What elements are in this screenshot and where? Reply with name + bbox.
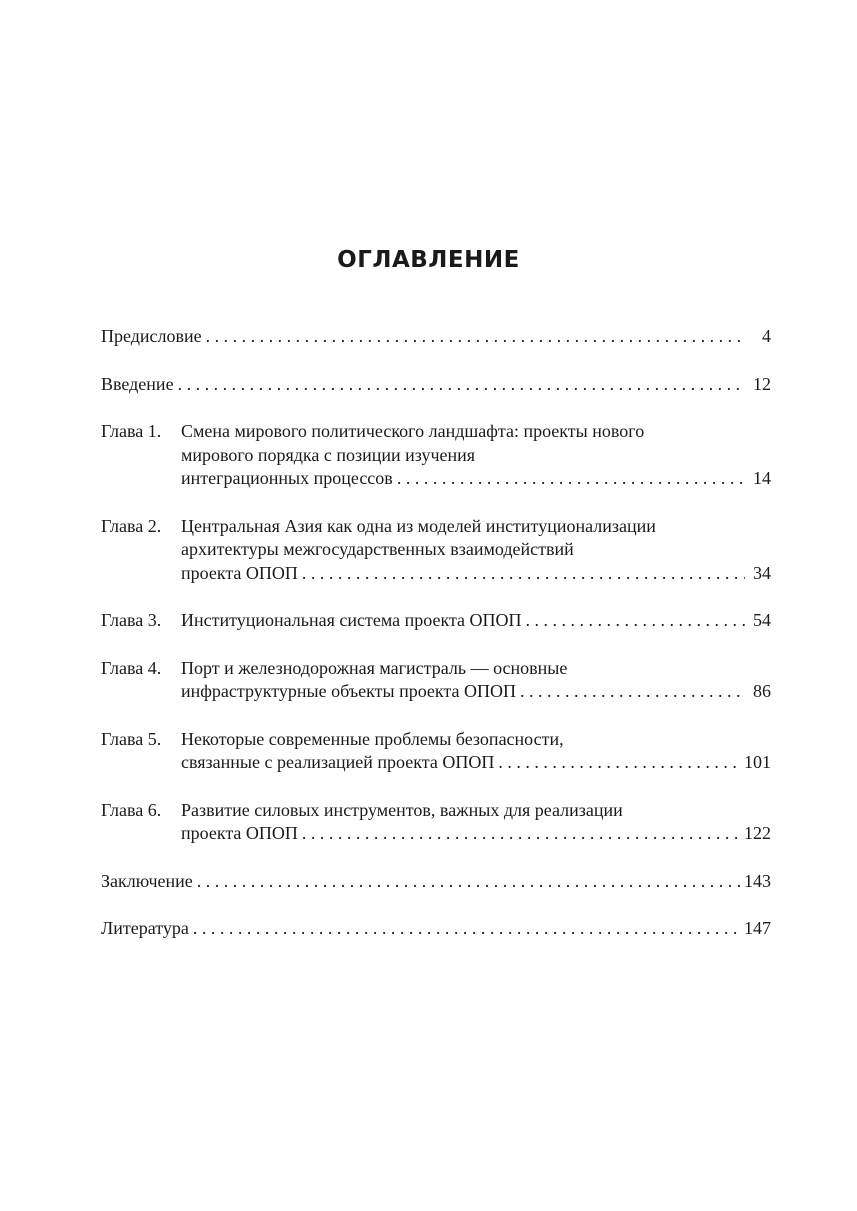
toc-entry-chapter-3[interactable] [101, 609, 771, 633]
toc-entry-title: проекта ОПОП [181, 823, 298, 843]
dot-leader [526, 609, 745, 633]
toc-entry-line: Развитие силовых инструментов, важных для реализации [181, 799, 623, 820]
toc-entry-title: проекта ОПОП [181, 562, 298, 583]
toc-entry-line: мирового порядка с позиции изучения [181, 444, 476, 465]
toc-entry-chapter-6[interactable] [101, 799, 771, 846]
table-of-contents [101, 325, 771, 965]
toc-entry-line: Некоторые современные проблемы безопасности, [181, 728, 564, 749]
toc-entry-title: Введение [101, 373, 174, 394]
toc-page-number: 143 [744, 870, 771, 891]
dot-leader [193, 917, 740, 941]
chapter-label: Глава 6. [101, 799, 162, 820]
toc-entry-title: Предисловие [101, 326, 202, 346]
toc-entry-chapter-5[interactable] [101, 728, 771, 775]
chapter-label: Глава 2. [101, 515, 162, 536]
toc-entry-line: архитектуры межгосударственных взаимодействий [181, 539, 574, 559]
chapter-label: Глава 5. [101, 728, 162, 749]
toc-page-number: 34 [753, 562, 771, 583]
toc-entry-preface[interactable] [101, 325, 771, 349]
toc-entry-literature[interactable] [101, 917, 771, 941]
page-title: ОГЛАВЛЕНИЕ [337, 247, 520, 273]
toc-entry-title: Институциональная система проекта ОПОП [181, 610, 522, 630]
toc-entry-line: Центральная Азия как одна из моделей институционализации [181, 515, 656, 536]
toc-entry-line: Смена мирового политического ландшафта: проекты нового [181, 421, 645, 441]
chapter-label: Глава 4. [101, 657, 162, 678]
toc-page-number: 12 [753, 373, 771, 394]
dot-leader [498, 751, 740, 775]
dot-leader [302, 822, 740, 846]
toc-entry-title: инфраструктурные объекты проекта ОПОП [181, 681, 517, 701]
toc-page-number: 54 [753, 610, 771, 630]
dot-leader [178, 373, 745, 397]
toc-entry-chapter-2[interactable] [101, 515, 771, 586]
toc-page-number: 14 [753, 468, 771, 488]
dot-leader [197, 870, 740, 894]
toc-entry-title: Заключение [101, 870, 193, 891]
toc-page-number: 86 [753, 681, 771, 701]
toc-page-number: 4 [762, 326, 771, 346]
toc-entry-title: Литература [101, 918, 189, 938]
toc-entry-chapter-4[interactable] [101, 657, 771, 704]
dot-leader [520, 680, 745, 704]
toc-entry-chapter-1[interactable] [101, 420, 771, 491]
toc-entry-title: связанные с реализацией проекта ОПОП [181, 752, 495, 772]
chapter-label: Глава 3. [101, 610, 162, 630]
toc-page-number: 122 [744, 823, 771, 843]
toc-page-number: 147 [744, 918, 771, 938]
toc-page-number: 101 [744, 752, 771, 772]
toc-entry-conclusion[interactable] [101, 870, 771, 894]
toc-entry-title: интеграционных процессов [181, 468, 393, 488]
dot-leader [302, 562, 745, 586]
dot-leader [397, 467, 745, 491]
dot-leader [206, 325, 745, 349]
chapter-label: Глава 1. [101, 421, 162, 441]
toc-entry-line: Порт и железнодорожная магистраль — основные [181, 657, 568, 678]
toc-entry-introduction[interactable] [101, 373, 771, 397]
